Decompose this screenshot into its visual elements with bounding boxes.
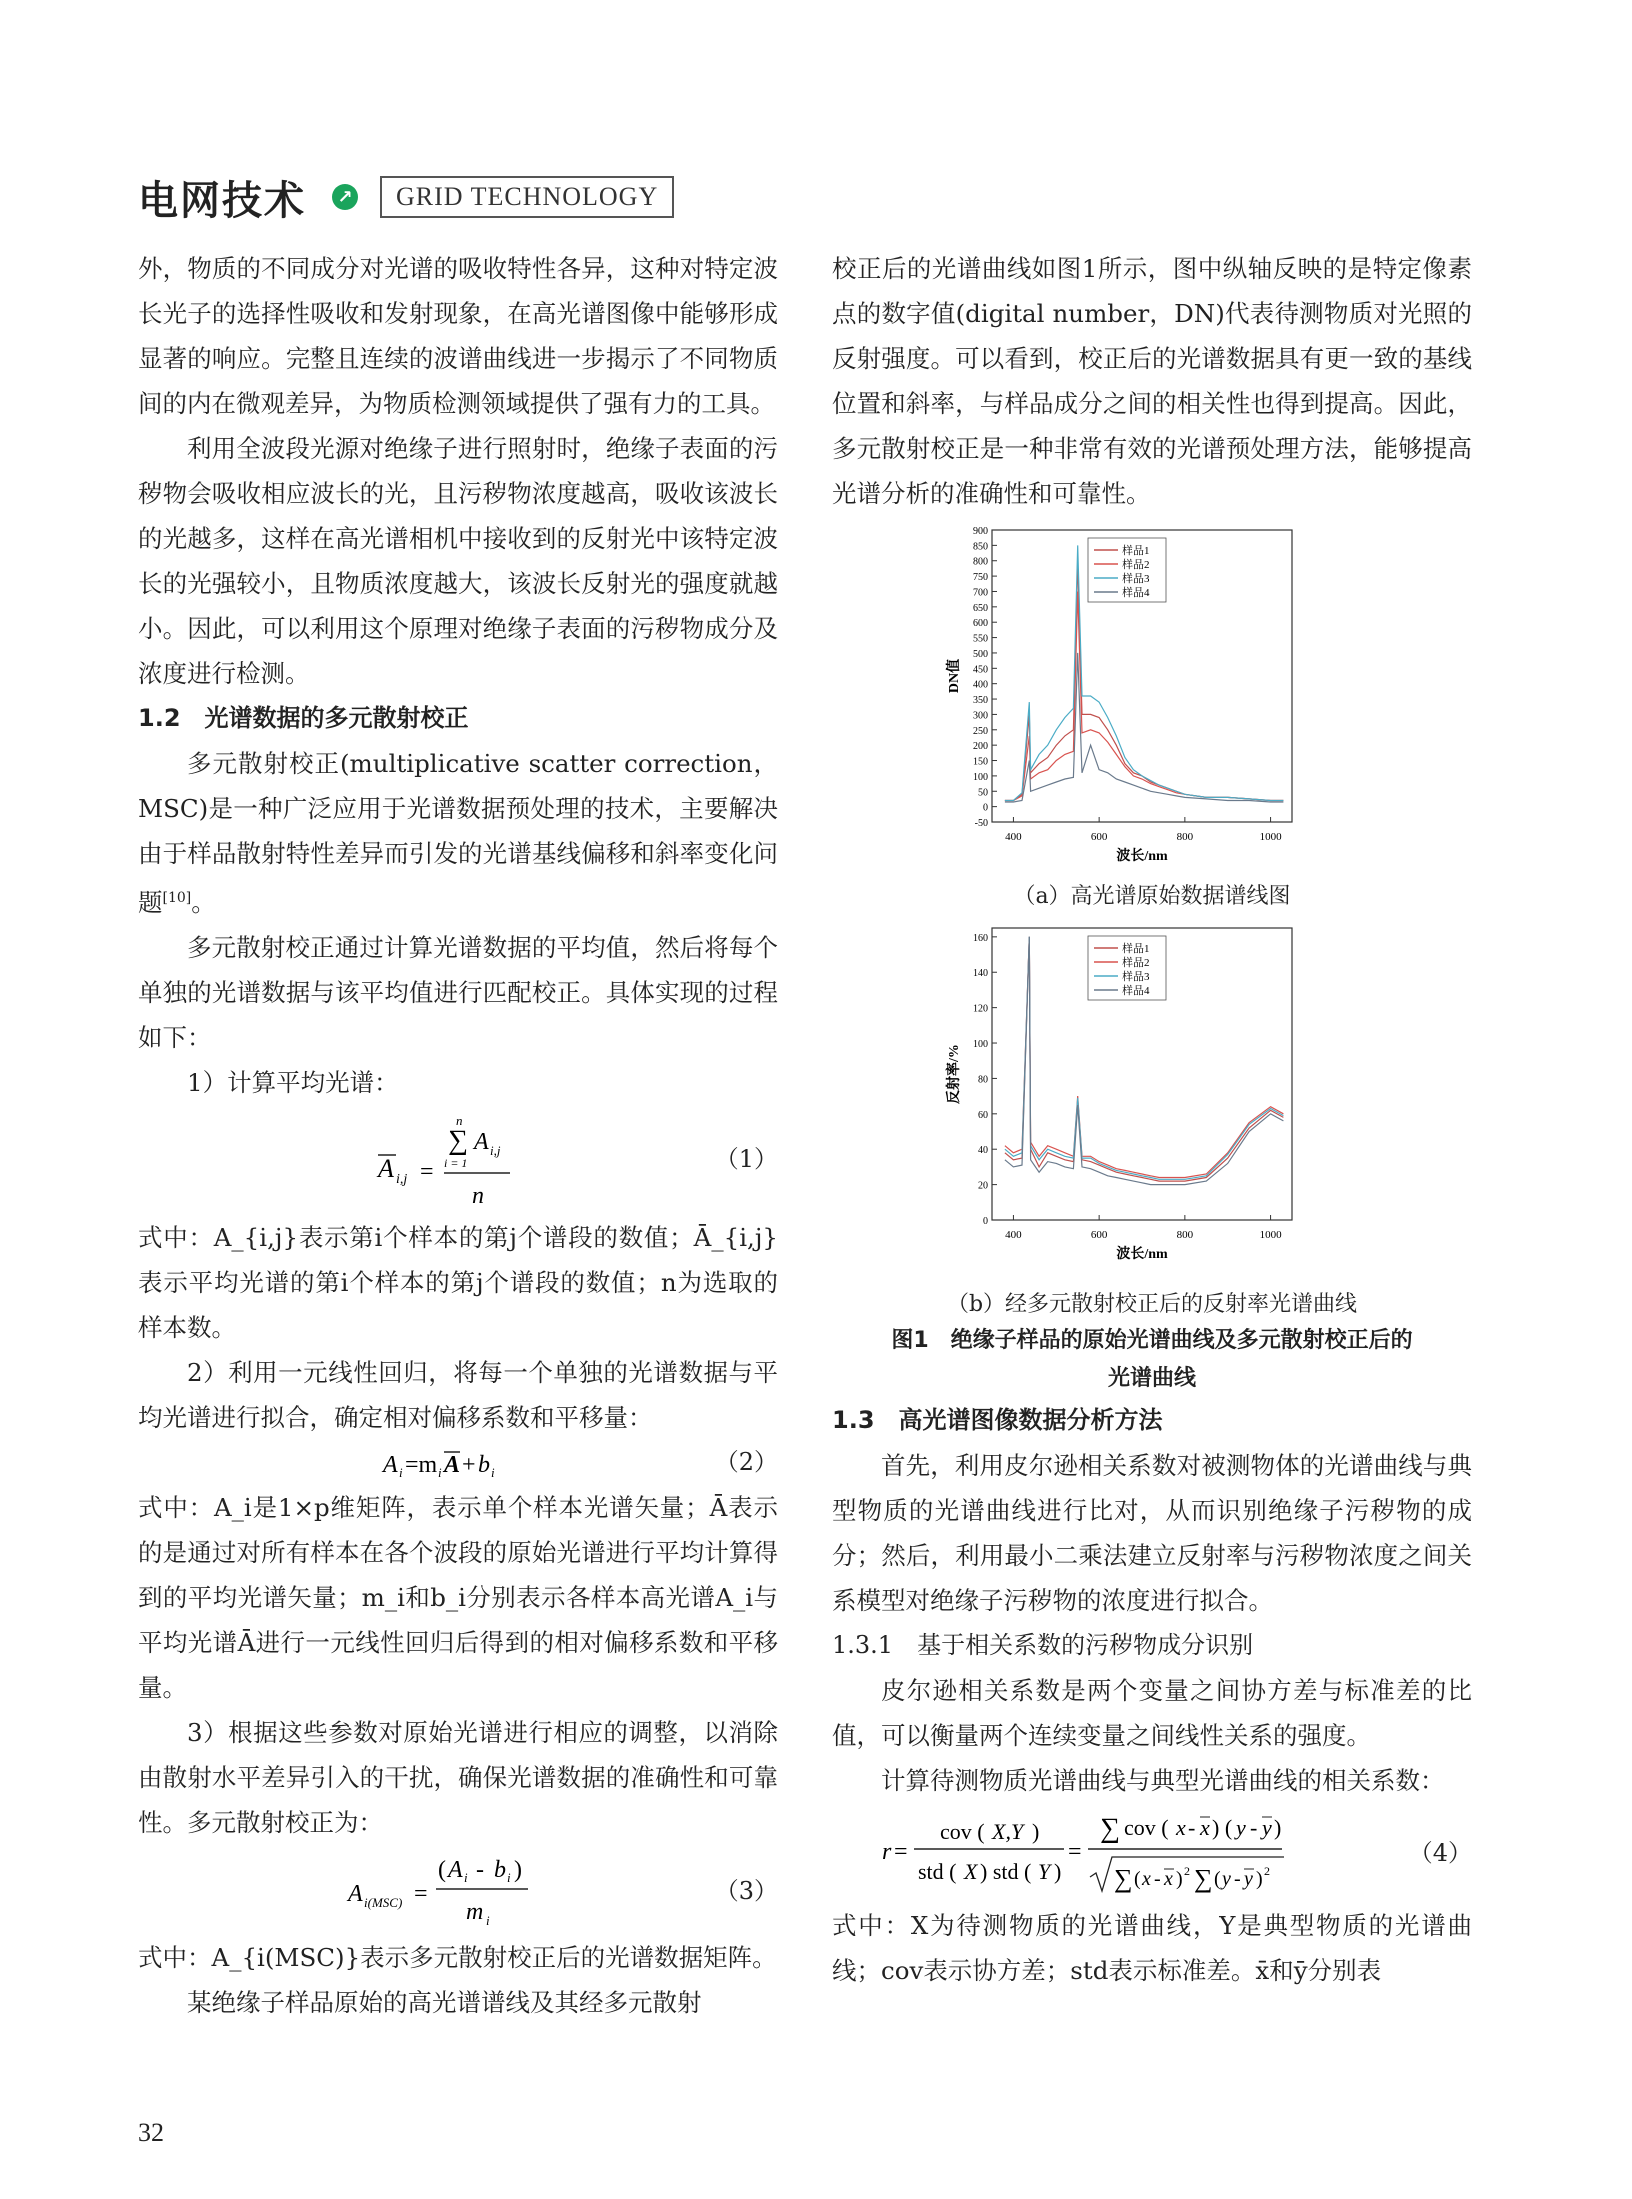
svg-text:X: X — [964, 1859, 978, 1884]
svg-text:=m: =m — [405, 1452, 438, 1479]
equation-number: （1） — [714, 1145, 778, 1174]
y-tick-label: 600 — [973, 618, 988, 630]
legend-label: 样品4 — [1122, 587, 1150, 599]
equation-number: （4） — [1408, 1839, 1472, 1867]
y-tick-label: 700 — [973, 587, 988, 599]
x-tick-label: 800 — [1176, 831, 1194, 843]
svg-text:): ) — [1054, 1859, 1062, 1884]
equation-number: （3） — [714, 1877, 778, 1906]
svg-text:r: r — [882, 1839, 892, 1865]
svg-text:A: A — [383, 1452, 398, 1479]
paragraph: 多元散射校正通过计算光谱数据的平均值，然后将每个单独的光谱数据与该平均值进行匹配校正。具体实现的过程如下： — [138, 933, 778, 1053]
svg-text:std (: std ( — [918, 1859, 957, 1884]
y-tick-label: 200 — [973, 741, 988, 753]
y-tick-label: 250 — [973, 725, 988, 737]
svg-text:∑: ∑ — [1100, 1813, 1120, 1844]
x-tick-label: 400 — [1005, 1229, 1022, 1241]
svg-text:-: - — [476, 1857, 484, 1884]
svg-text:+: + — [462, 1452, 476, 1479]
svg-text:b: b — [494, 1857, 506, 1884]
svg-text:x: x — [1142, 1868, 1151, 1890]
paragraph: 校正后的光谱曲线如图1所示，图中纵轴反映的是特定像素点的数字值(digital number，DN)代表待测物质对光照的反射强度。可以看到，校正后的光谱数据具有更一致的基线位置和斜率，与样品成分之间的相关性也得到提高。因此，多元散射校正是一种非常有效的光谱预处理方法，能够提高光谱分析的准确性和可靠性。 — [832, 254, 1472, 508]
equation-2 — [138, 1440, 778, 1485]
paragraph: 式中：A_{i,j}表示第i个样本的第j个谱段的数值；Ā_{i,j}表示平均光谱的第i个样本的第j个谱段的数值；n为选取的样本数。 — [138, 1223, 778, 1343]
svg-text:A: A — [444, 1452, 461, 1479]
svg-text:(: ( — [1134, 1868, 1141, 1890]
y-tick-label: 100 — [973, 771, 988, 783]
svg-text:b: b — [478, 1452, 490, 1479]
svg-text:): ) — [1274, 1815, 1282, 1840]
section-heading: 1.3 高光谱图像数据分析方法 — [832, 1406, 1163, 1434]
step-label: 3）根据这些参数对原始光谱进行相应的调整，以消除由散射水平差异引入的干扰，确保光谱数据的准确性和可靠性。多元散射校正为： — [138, 1718, 778, 1838]
x-tick-label: 800 — [1176, 1229, 1194, 1241]
chart-msc-spectra — [832, 914, 1472, 1274]
svg-text:2: 2 — [1184, 1864, 1190, 1878]
paragraph: 首先，利用皮尔逊相关系数对被测物体的光谱曲线与典型物质的光谱曲线进行比对，从而识别绝缘子污秽物的成分；然后，利用最小二乘法建立反射率与污秽物浓度之间关系模型对绝缘子污秽物的浓度进行拟合。 — [832, 1451, 1472, 1615]
svg-text:y: y — [1236, 1815, 1246, 1840]
y-tick-label: 450 — [973, 664, 988, 676]
paragraph: 式中：A_i是1×p维矩阵，表示单个样本光谱矢量；Ā表示的是通过对所有样本在各个波段的原始光谱进行平均计算得到的平均光谱矢量；m_i和b_i分别表示各样本高光谱A_i与平均光谱Ā进行一元线性回归后得到的相对偏移系数和平移量。 — [138, 1493, 778, 1703]
paragraph: 式中：A_{i(MSC)}表示多元散射校正后的光谱数据矩阵。 — [138, 1943, 777, 1973]
figure-caption-b: （b）经多元散射校正后的反射率光谱曲线 — [946, 1292, 1358, 1317]
figure-1 — [832, 516, 1472, 1398]
svg-text:) std (: ) std ( — [980, 1859, 1032, 1884]
svg-text:=: = — [894, 1839, 908, 1865]
x-axis-label: 波长/nm — [1116, 1247, 1168, 1262]
x-tick-label: 400 — [1005, 831, 1022, 843]
y-tick-label: 40 — [978, 1145, 988, 1157]
svg-text:x: x — [1200, 1815, 1210, 1840]
svg-text:-: - — [1250, 1815, 1258, 1840]
svg-text:): ) — [514, 1857, 522, 1884]
arrow-up-right-icon: ↗ — [332, 184, 358, 210]
svg-text:X,Y: X,Y — [992, 1819, 1024, 1844]
step-label: 2）利用一元线性回归，将每一个单独的光谱数据与平均光谱进行拟合，确定相对偏移系数和平移量： — [138, 1358, 778, 1433]
svg-text:): ) — [1032, 1819, 1040, 1844]
svg-text:i: i — [464, 1870, 468, 1886]
figure-title: 光谱曲线 — [1107, 1366, 1196, 1391]
svg-text:i: i — [507, 1870, 511, 1886]
y-tick-label: 140 — [973, 968, 988, 980]
legend-label: 样品2 — [1122, 559, 1150, 571]
y-tick-label: 20 — [978, 1180, 988, 1192]
svg-text:∑: ∑ — [448, 1125, 468, 1157]
x-tick-label: 1000 — [1259, 831, 1282, 843]
y-tick-label: 120 — [973, 1003, 988, 1015]
subsection-heading: 1.3.1 基于相关系数的污秽物成分识别 — [832, 1631, 1254, 1659]
x-tick-label: 600 — [1090, 1229, 1108, 1241]
svg-text:cov (: cov ( — [1124, 1815, 1169, 1840]
svg-text:=: = — [1068, 1839, 1082, 1865]
svg-text:=: = — [420, 1159, 434, 1186]
svg-text:A: A — [378, 1154, 394, 1184]
svg-text:m: m — [466, 1899, 484, 1926]
citation: [10] — [162, 890, 192, 906]
paragraph: 式中：X为待测物质的光谱曲线，Y是典型物质的光谱曲线；cov表示协方差；std表示标准差。x̄和ȳ分别表 — [832, 1911, 1472, 1985]
svg-text:i(MSC): i(MSC) — [364, 1895, 403, 1911]
legend-label: 样品2 — [1122, 957, 1150, 969]
y-tick-label: 750 — [973, 572, 988, 584]
svg-text:i: i — [438, 1465, 442, 1481]
y-tick-label: 900 — [973, 526, 988, 537]
y-tick-label: -50 — [974, 818, 988, 829]
journal-title-cn: 电网技术 — [138, 177, 306, 224]
svg-text:=: = — [414, 1881, 428, 1908]
svg-text:Y: Y — [1038, 1859, 1051, 1884]
y-tick-label: 850 — [973, 541, 988, 553]
legend-label: 样品3 — [1122, 971, 1150, 983]
equation-1-formula — [138, 1105, 778, 1215]
svg-text:x: x — [1164, 1868, 1173, 1890]
svg-text:i: i — [491, 1465, 495, 1481]
svg-text:∑: ∑ — [1194, 1864, 1213, 1893]
equation-number: （2） — [714, 1448, 778, 1477]
y-axis-label: DN值 — [947, 658, 962, 694]
x-tick-label: 600 — [1090, 831, 1108, 843]
svg-text:A: A — [448, 1857, 463, 1884]
series-line-2 — [1005, 592, 1284, 801]
section-heading: 1.2 光谱数据的多元散射校正 — [138, 704, 469, 732]
svg-text:∑: ∑ — [1114, 1864, 1133, 1893]
legend-label: 样品1 — [1122, 943, 1150, 955]
svg-text:): ) — [1176, 1868, 1183, 1890]
y-tick-label: 550 — [973, 633, 988, 645]
paragraph: 计算待测物质光谱曲线与典型光谱曲线的相关系数： — [881, 1766, 1445, 1795]
legend-label: 样品3 — [1122, 573, 1150, 585]
svg-text:cov (: cov ( — [940, 1819, 985, 1844]
equation-2-formula — [138, 1440, 778, 1485]
y-tick-label: 350 — [973, 695, 988, 707]
paragraph: 多元散射校正(multiplicative scatter correction，MSC)是一种广泛应用于光谱数据预处理的技术，主要解决由于样品散射特性差异而引发的光谱基线偏移和斜率变化问题[10]。 — [138, 749, 778, 918]
svg-text:): ) — [1256, 1868, 1263, 1890]
svg-text:y: y — [1262, 1815, 1272, 1840]
right-column — [832, 246, 1472, 1993]
figure-caption-a: （a）高光谱原始数据谱线图 — [1013, 884, 1291, 909]
svg-text:i,j: i,j — [396, 1172, 408, 1188]
svg-text:i: i — [486, 1913, 490, 1929]
svg-text:y: y — [1244, 1868, 1253, 1890]
chart-raw-spectra — [832, 516, 1472, 866]
svg-text:(: ( — [1214, 1868, 1221, 1890]
svg-text:-: - — [1188, 1815, 1196, 1840]
y-tick-label: 150 — [973, 756, 988, 768]
equation-1 — [138, 1105, 778, 1215]
figure-title: 图1 绝缘子样品的原始光谱曲线及多元散射校正后的 — [891, 1328, 1413, 1353]
page-number: 32 — [138, 2118, 164, 2147]
journal-header — [138, 172, 674, 222]
journal-title-en: GRID TECHNOLOGY — [380, 176, 674, 218]
equation-4 — [832, 1803, 1472, 1903]
y-tick-label: 500 — [973, 648, 988, 660]
y-tick-label: 80 — [978, 1074, 988, 1086]
svg-text:i,j: i,j — [490, 1143, 501, 1159]
left-column — [138, 246, 778, 2025]
svg-text:i = 1: i = 1 — [444, 1156, 468, 1171]
svg-text:A: A — [474, 1129, 489, 1156]
y-tick-label: 650 — [973, 602, 988, 614]
paragraph: 外，物质的不同成分对光谱的吸收特性各异，这种对特定波长光子的选择性吸收和发射现象，在高光谱图像中能够形成显著的响应。完整且连续的波谱曲线进一步揭示了不同物质间的内在微观差异，为物质检测领域提供了强有力的工具。 — [138, 254, 778, 418]
legend-label: 样品1 — [1122, 545, 1150, 557]
svg-text:2: 2 — [1264, 1864, 1270, 1878]
svg-text:-: - — [1154, 1868, 1161, 1890]
equation-4-formula — [832, 1803, 1472, 1903]
y-tick-label: 800 — [973, 556, 988, 568]
svg-text:A: A — [348, 1881, 363, 1908]
svg-text:y: y — [1222, 1868, 1231, 1890]
y-tick-label: 0 — [983, 802, 988, 814]
svg-text:n: n — [456, 1113, 463, 1129]
paragraph: 皮尔逊相关系数是两个变量之间协方差与标准差的比值，可以衡量两个连续变量之间线性关系的强度。 — [832, 1676, 1472, 1750]
legend-label: 样品4 — [1122, 985, 1150, 997]
y-tick-label: 400 — [973, 679, 988, 691]
y-axis-label: 反射率/% — [947, 1044, 962, 1104]
y-tick-label: 0 — [983, 1216, 988, 1227]
y-tick-label: 100 — [973, 1039, 988, 1051]
svg-text:) (: ) ( — [1212, 1815, 1233, 1840]
svg-text:n: n — [472, 1183, 484, 1210]
svg-text:x: x — [1176, 1815, 1186, 1840]
y-tick-label: 160 — [973, 932, 988, 944]
equation-3 — [138, 1845, 778, 1935]
x-tick-label: 1000 — [1259, 1229, 1282, 1241]
y-tick-label: 300 — [973, 710, 988, 722]
y-tick-label: 50 — [978, 787, 988, 799]
svg-text:i: i — [399, 1465, 403, 1481]
paragraph: 利用全波段光源对绝缘子进行照射时，绝缘子表面的污秽物会吸收相应波长的光，且污秽物浓度越高，吸收该波长的光越多，这样在高光谱相机中接收到的反射光中该特定波长的光强较小，且物质浓度越大，该波长反射光的强度就越小。因此，可以利用这个原理对绝缘子表面的污秽物成分及浓度进行检测。 — [138, 434, 778, 688]
equation-3-formula — [138, 1845, 778, 1935]
y-tick-label: 60 — [978, 1109, 988, 1121]
paragraph: 某绝缘子样品原始的高光谱谱线及其经多元散射 — [187, 1988, 702, 2018]
svg-text:(: ( — [438, 1857, 446, 1884]
x-axis-label: 波长/nm — [1116, 849, 1168, 864]
svg-text:-: - — [1234, 1868, 1241, 1890]
step-label: 1）计算平均光谱： — [187, 1068, 399, 1098]
